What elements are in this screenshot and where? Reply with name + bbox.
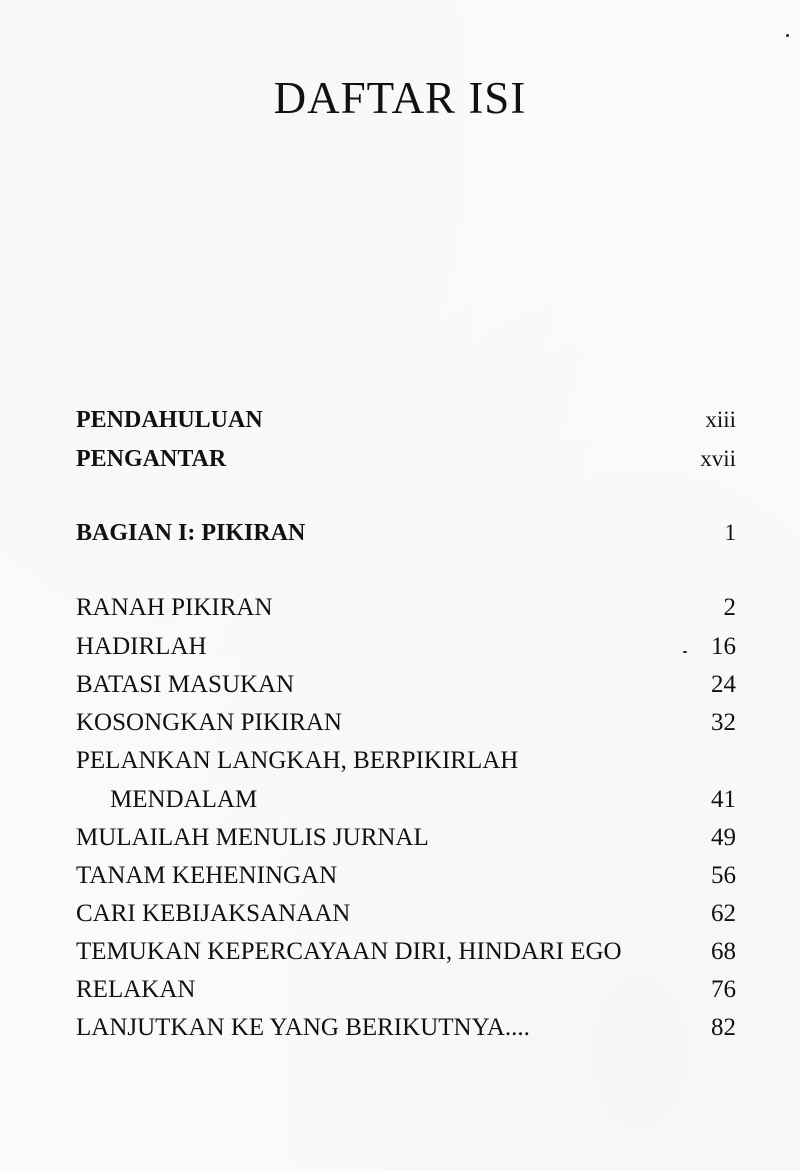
toc-entry-page: 16 — [711, 633, 736, 660]
toc-entry-label: TEMUKAN KEPERCAYAAN DIRI, HINDARI EGO — [76, 938, 622, 965]
toc-entry-label: TANAM KEHENINGAN — [76, 862, 338, 889]
toc-entry-page: 76 — [711, 976, 736, 1003]
toc-entry-hadirlah — [76, 629, 736, 665]
toc-section-page: 1 — [724, 520, 736, 545]
toc-entry-page: 62 — [711, 900, 736, 927]
toc-entry-kosongkan-pikiran — [76, 705, 736, 741]
toc-entry-pelankan-langkah-continued — [76, 782, 736, 818]
toc-entry-page: 56 — [711, 862, 736, 889]
toc-entry-label: LANJUTKAN KE YANG BERIKUTNYA.... — [76, 1014, 530, 1041]
toc-section-bagian-1 — [76, 515, 736, 551]
toc-entry-label: PENGANTAR — [76, 446, 227, 472]
toc-entry-relakan — [76, 972, 736, 1008]
toc-entry-page: 32 — [711, 709, 736, 736]
toc-entry-mulailah-menulis-jurnal — [76, 820, 736, 856]
toc-entry-page: 2 — [723, 594, 736, 621]
toc-entry-page: 41 — [711, 786, 736, 813]
toc-entry-page: 82 — [711, 1014, 736, 1041]
toc-entry-label: HADIRLAH — [76, 633, 207, 660]
toc-section-label: BAGIAN I: PIKIRAN — [76, 520, 306, 546]
toc-entry-temukan-kepercayaan-diri — [76, 934, 736, 970]
toc-entry-ranah-pikiran — [76, 590, 736, 626]
toc-entry-pengantar — [76, 441, 736, 477]
toc-entry-page: xvii — [700, 446, 736, 471]
toc-entry-label: RANAH PIKIRAN — [76, 594, 273, 621]
toc-entry-page: 24 — [711, 671, 736, 698]
toc-entry-lanjutkan — [76, 1010, 736, 1046]
page-title: DAFTAR ISI — [273, 73, 527, 123]
toc-entry-label: RELAKAN — [76, 976, 196, 1003]
toc-entry-label: MENDALAM — [110, 786, 258, 813]
toc-entry-page: 68 — [711, 938, 736, 965]
toc-entry-pendahuluan — [76, 402, 736, 438]
paper-speck — [786, 34, 789, 37]
toc-entry-label: PELANKAN LANGKAH, BERPIKIRLAH — [76, 747, 519, 774]
toc-entry-tanam-keheningan — [76, 858, 736, 894]
toc-entry-page: 49 — [711, 824, 736, 851]
toc-entry-label: KOSONGKAN PIKIRAN — [76, 709, 342, 736]
toc-entry-batasi-masukan — [76, 667, 736, 703]
toc-entry-cari-kebijaksanaan — [76, 896, 736, 932]
toc-entry-label: CARI KEBIJAKSANAAN — [76, 900, 351, 927]
paper-speck — [683, 651, 687, 653]
toc-entry-label: BATASI MASUKAN — [76, 671, 295, 698]
toc-entry-pelankan-langkah — [76, 743, 736, 779]
toc-entry-page: xiii — [705, 407, 736, 432]
toc-entry-label: MULAILAH MENULIS JURNAL — [76, 824, 429, 851]
toc-entry-label: PENDAHULUAN — [76, 407, 263, 433]
